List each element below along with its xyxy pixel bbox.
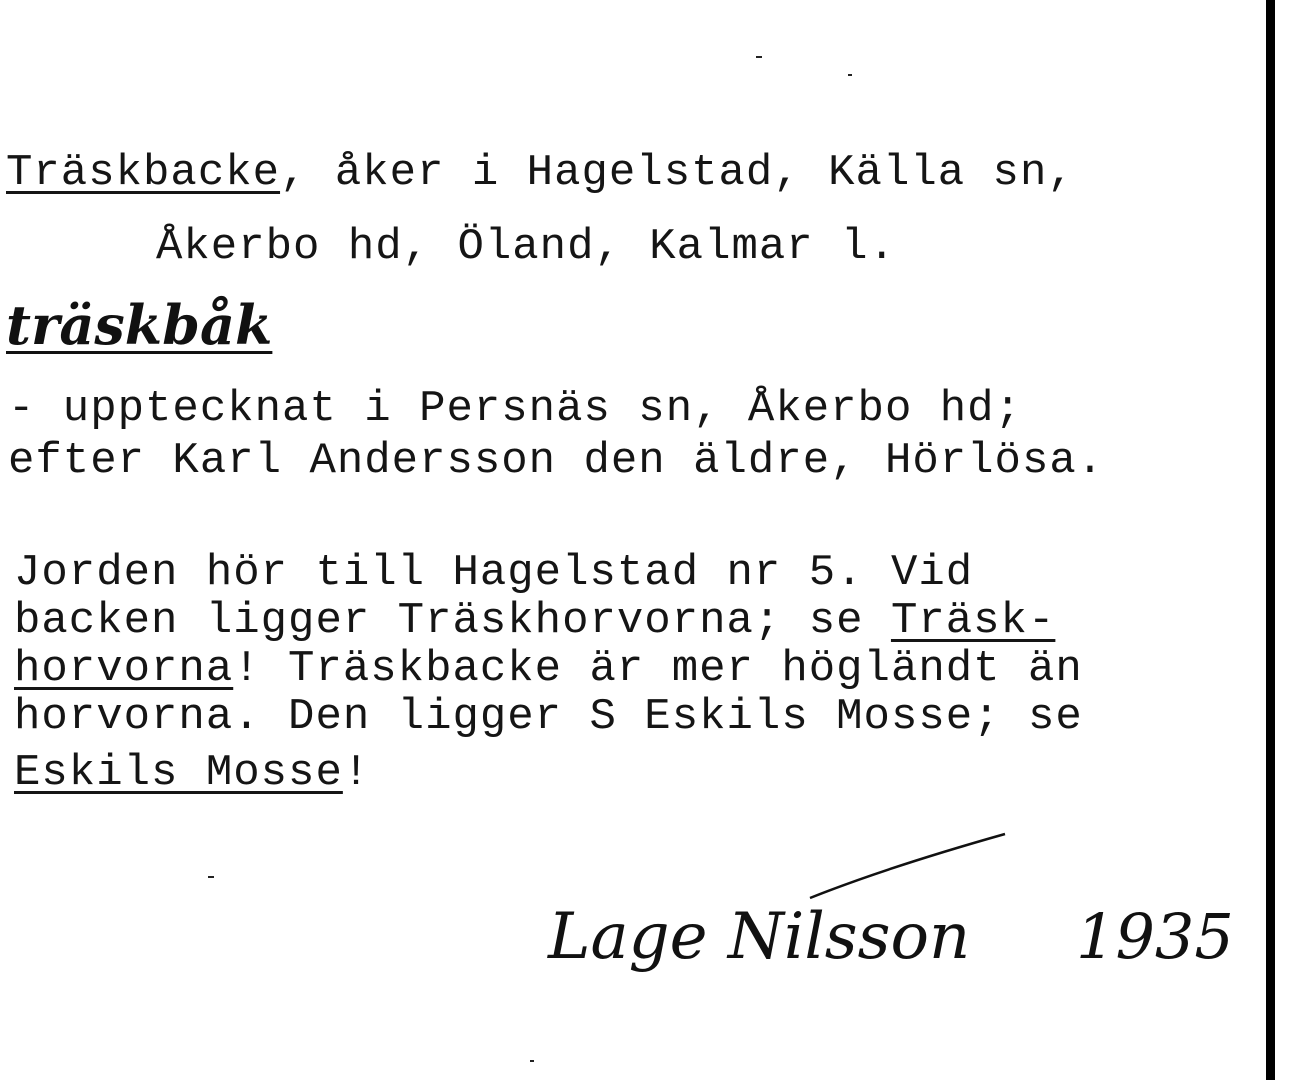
cross-reference-horvorna: horvorna — [14, 644, 234, 694]
record-line-1: - upptecknat i Persnäs sn, Åkerbo hd; — [8, 384, 1022, 434]
header-line-1 — [6, 148, 1075, 198]
body-line-2-text: backen ligger Träskhorvorna; se — [14, 596, 891, 646]
scan-speck — [756, 56, 762, 58]
scan-speck — [848, 74, 852, 76]
card-edge-line — [1266, 0, 1275, 1080]
body-line-5-text: ! — [342, 748, 371, 798]
pronunciation-handwritten: träskbåk — [6, 293, 273, 357]
signature-year: 1935 — [1076, 900, 1234, 973]
cross-reference-eskils-mosse: Eskils Mosse — [14, 748, 343, 798]
body-line-1: Jorden hör till Hagelstad nr 5. Vid — [14, 548, 974, 598]
place-location: , åker i Hagelstad, Källa sn, — [280, 148, 1075, 198]
record-line-2: efter Karl Andersson den äldre, Hörlösa. — [8, 436, 1105, 486]
body-line-2 — [14, 596, 1055, 646]
body-line-3-text: ! Träskbacke är mer högländt än — [233, 644, 1083, 694]
scan-speck — [530, 1060, 534, 1062]
cross-reference-traskhorvorna: Träsk- — [890, 596, 1056, 646]
body-line-4: horvorna. Den ligger S Eskils Mosse; se — [14, 692, 1083, 742]
body-line-3 — [14, 644, 1083, 694]
body-line-5 — [14, 748, 370, 798]
place-name: Träskbacke — [6, 148, 281, 198]
header-line-2: Åkerbo hd, Öland, Kalmar l. — [156, 222, 896, 272]
scan-speck — [208, 876, 214, 878]
signature-name: Lage Nilsson — [548, 900, 971, 974]
